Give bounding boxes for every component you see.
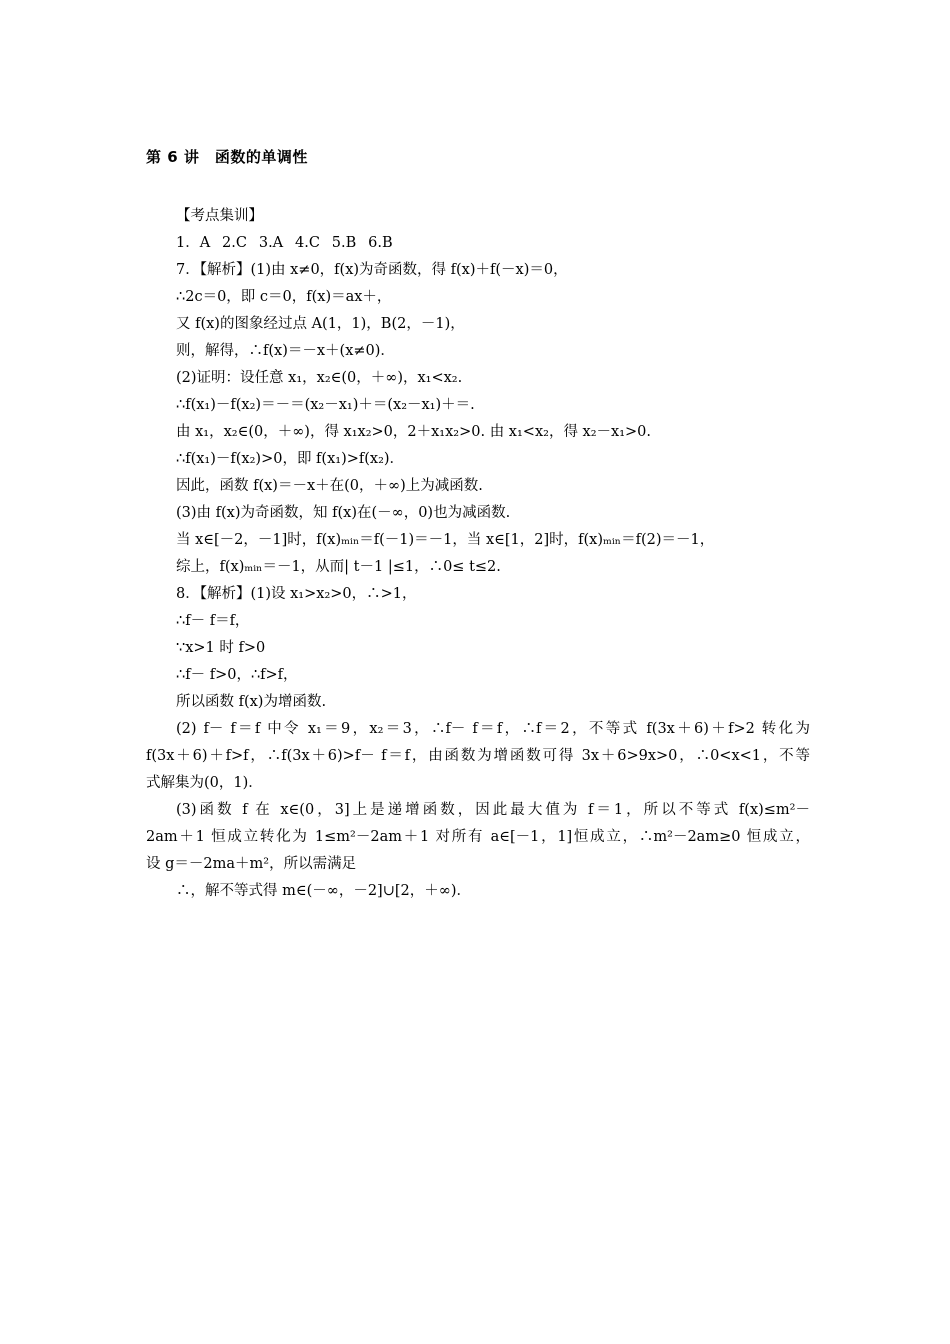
paragraph-part-2 — [146, 716, 810, 797]
answer-line: ∵x>1 时 f>0 — [176, 640, 266, 656]
answer-line: 7．【解析】(1)由 x≠0，f(x)为奇函数，得 f(x)＋f(－x)＝0， — [176, 262, 568, 278]
section-heading: 【考点集训】 — [176, 208, 263, 224]
paragraph-line: 式解集为(0，1)． — [146, 775, 263, 791]
answer-line: 又 f(x)的图象经过点 A(1，1)，B(2，－1)， — [176, 316, 465, 332]
paragraph-part-3 — [146, 797, 810, 878]
answer-line: (2)证明：设任意 x₁，x₂∈(0，＋∞)，x₁<x₂. — [176, 370, 463, 386]
paragraph-line: 设 g＝－2ma＋m²，所以需满足 — [146, 856, 357, 872]
answer-line: 因此，函数 f(x)＝－x＋在(0，＋∞)上为减函数. — [176, 478, 483, 494]
answer-line: 则，解得，∴f(x)＝－x＋(x≠0)． — [176, 343, 395, 359]
answer-line: ∴f(x₁)－f(x₂)＝－＝(x₂－x₁)＋＝(x₂－x₁)＋＝. — [176, 397, 475, 413]
paragraph-line: 2am＋1 恒成立转化为 1≤m²－2am＋1 对所有 a∈[－1，1]恒成立，∴m²－2am≥0 恒成立， — [146, 829, 810, 845]
answer-line: 1．A 2.C 3.A 4.C 5.B 6.B — [176, 235, 393, 251]
answer-line: ∴f－ f>0，∴f>f， — [176, 667, 298, 683]
answer-line: 当 x∈[－2，－1]时，f(x)ₘᵢₙ＝f(－1)＝－1，当 x∈[1，2]时，f(x)ₘᵢₙ＝f(2)＝－1， — [176, 532, 715, 548]
answer-line: ∴f(x₁)－f(x₂)>0，即 f(x₁)>f(x₂)． — [176, 451, 405, 467]
paragraph-line: f(3x＋6)＋f>f，∴f(3x＋6)>f－ f＝f，由函数为增函数可得 3x＋6>9x>0，∴0<x<1，不等 — [146, 748, 810, 764]
answer-line: 由 x₁，x₂∈(0，＋∞)，得 x₁x₂>0，2＋x₁x₂>0. 由 x₁<x₂，得 x₂－x₁>0. — [176, 424, 652, 440]
answer-content — [146, 203, 810, 905]
paragraph-line: (2) f－ f＝f 中令 x₁＝9，x₂＝3，∴f－ f＝f，∴f＝2，不等式 f(3x＋6)＋f>2 转化为 — [176, 721, 810, 737]
answer-line: ∴2c＝0，即 c＝0，f(x)＝ax＋， — [176, 289, 392, 305]
answer-line: (3)由 f(x)为奇函数，知 f(x)在(－∞，0)也为减函数. — [176, 505, 511, 521]
paragraph-line: (3)函数 f 在 x∈(0，3]上是递增函数，因此最大值为 f＝1，所以不等式 f(x)≤m²－ — [176, 802, 810, 818]
answer-line: 所以函数 f(x)为增函数. — [176, 694, 327, 710]
answer-line: 综上，f(x)ₘᵢₙ＝－1，从而| t－1 |≤1，∴0≤ t≤2. — [176, 559, 501, 575]
answer-line: ∴f－ f＝f， — [176, 613, 250, 629]
final-line: ∴，解不等式得 m∈(－∞，－2]∪[2，＋∞)． — [176, 883, 471, 899]
answer-line: 8．【解析】(1)设 x₁>x₂>0，∴>1， — [176, 586, 417, 602]
page-title: 第 6 讲 函数的单调性 — [146, 148, 308, 166]
